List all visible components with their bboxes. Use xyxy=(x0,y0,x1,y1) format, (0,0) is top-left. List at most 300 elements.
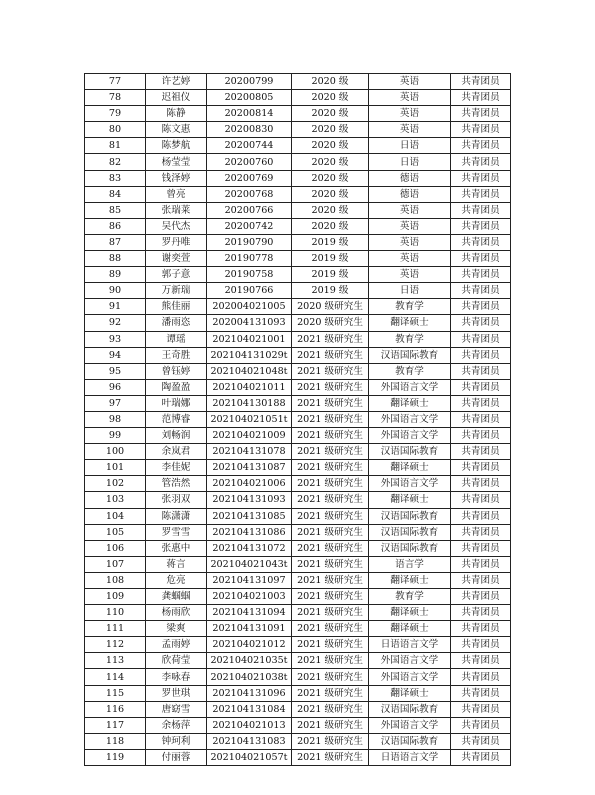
student-id-cell: 202104021001 xyxy=(207,331,292,347)
major-cell: 教育学 xyxy=(369,589,451,605)
grade-cell: 2021 级研究生 xyxy=(292,331,369,347)
political-status-cell: 共青团员 xyxy=(451,444,511,460)
political-status-cell: 共青团员 xyxy=(451,74,511,90)
major-cell: 外国语言文学 xyxy=(369,717,451,733)
student-id-cell: 202104021011 xyxy=(207,379,292,395)
name-cell: 潘雨恣 xyxy=(146,315,207,331)
student-id-cell: 20200769 xyxy=(207,170,292,186)
political-status-cell: 共青团员 xyxy=(451,106,511,122)
grade-cell: 2021 级研究生 xyxy=(292,733,369,749)
table-row xyxy=(85,411,511,427)
student-id-cell: 202104021003 xyxy=(207,589,292,605)
table-row xyxy=(85,669,511,685)
political-status-cell: 共青团员 xyxy=(451,267,511,283)
student-id-cell: 202104021048t xyxy=(207,363,292,379)
student-id-cell: 202104131029t xyxy=(207,347,292,363)
table-row xyxy=(85,283,511,299)
major-cell: 翻译硕士 xyxy=(369,572,451,588)
name-cell: 王奇胜 xyxy=(146,347,207,363)
political-status-cell: 共青团员 xyxy=(451,347,511,363)
grade-cell: 2021 级研究生 xyxy=(292,669,369,685)
table-row xyxy=(85,524,511,540)
table-row xyxy=(85,589,511,605)
political-status-cell: 共青团员 xyxy=(451,540,511,556)
major-cell: 翻译硕士 xyxy=(369,621,451,637)
major-cell: 教育学 xyxy=(369,331,451,347)
row-number-cell: 80 xyxy=(85,122,146,138)
student-id-cell: 202104021009 xyxy=(207,428,292,444)
political-status-cell: 共青团员 xyxy=(451,315,511,331)
political-status-cell: 共青团员 xyxy=(451,733,511,749)
row-number-cell: 89 xyxy=(85,267,146,283)
grade-cell: 2020 级 xyxy=(292,170,369,186)
political-status-cell: 共青团员 xyxy=(451,460,511,476)
student-id-cell: 202104131093 xyxy=(207,492,292,508)
grade-cell: 2020 级 xyxy=(292,186,369,202)
political-status-cell: 共青团员 xyxy=(451,379,511,395)
grade-cell: 2021 级研究生 xyxy=(292,556,369,572)
political-status-cell: 共青团员 xyxy=(451,589,511,605)
major-cell: 英语 xyxy=(369,234,451,250)
major-cell: 英语 xyxy=(369,90,451,106)
row-number-cell: 114 xyxy=(85,669,146,685)
political-status-cell: 共青团员 xyxy=(451,411,511,427)
name-cell: 付丽蓉 xyxy=(146,749,207,765)
table-row xyxy=(85,621,511,637)
table-row xyxy=(85,138,511,154)
major-cell: 日语 xyxy=(369,283,451,299)
political-status-cell: 共青团员 xyxy=(451,605,511,621)
row-number-cell: 98 xyxy=(85,411,146,427)
table-row xyxy=(85,106,511,122)
name-cell: 谭瑶 xyxy=(146,331,207,347)
major-cell: 英语 xyxy=(369,267,451,283)
political-status-cell: 共青团员 xyxy=(451,685,511,701)
row-number-cell: 79 xyxy=(85,106,146,122)
name-cell: 孟雨婷 xyxy=(146,637,207,653)
political-status-cell: 共青团员 xyxy=(451,395,511,411)
name-cell: 余杨萍 xyxy=(146,717,207,733)
table-row xyxy=(85,347,511,363)
name-cell: 谢奕萱 xyxy=(146,251,207,267)
row-number-cell: 113 xyxy=(85,653,146,669)
row-number-cell: 115 xyxy=(85,685,146,701)
name-cell: 郭子意 xyxy=(146,267,207,283)
row-number-cell: 85 xyxy=(85,202,146,218)
grade-cell: 2020 级研究生 xyxy=(292,315,369,331)
political-status-cell: 共青团员 xyxy=(451,90,511,106)
student-id-cell: 20200760 xyxy=(207,154,292,170)
student-id-cell: 202104131091 xyxy=(207,621,292,637)
row-number-cell: 83 xyxy=(85,170,146,186)
student-id-cell: 202104131083 xyxy=(207,733,292,749)
major-cell: 翻译硕士 xyxy=(369,460,451,476)
table-row xyxy=(85,331,511,347)
table-row xyxy=(85,749,511,765)
major-cell: 汉语国际教育 xyxy=(369,508,451,524)
student-id-cell: 202104131085 xyxy=(207,508,292,524)
grade-cell: 2021 级研究生 xyxy=(292,572,369,588)
political-status-cell: 共青团员 xyxy=(451,556,511,572)
table-row xyxy=(85,363,511,379)
table-row xyxy=(85,379,511,395)
major-cell: 英语 xyxy=(369,122,451,138)
name-cell: 陶盈盈 xyxy=(146,379,207,395)
grade-cell: 2019 级 xyxy=(292,267,369,283)
name-cell: 余岚君 xyxy=(146,444,207,460)
table-row xyxy=(85,605,511,621)
table-row xyxy=(85,492,511,508)
student-id-cell: 202004021005 xyxy=(207,299,292,315)
student-id-cell: 20190790 xyxy=(207,234,292,250)
name-cell: 唐窈雪 xyxy=(146,701,207,717)
row-number-cell: 95 xyxy=(85,363,146,379)
major-cell: 汉语国际教育 xyxy=(369,540,451,556)
grade-cell: 2020 级 xyxy=(292,202,369,218)
major-cell: 汉语国际教育 xyxy=(369,347,451,363)
name-cell: 危亮 xyxy=(146,572,207,588)
grade-cell: 2021 级研究生 xyxy=(292,347,369,363)
table-row xyxy=(85,122,511,138)
grade-cell: 2020 级 xyxy=(292,90,369,106)
political-status-cell: 共青团员 xyxy=(451,653,511,669)
row-number-cell: 91 xyxy=(85,299,146,315)
student-id-cell: 202104131084 xyxy=(207,701,292,717)
grade-cell: 2021 级研究生 xyxy=(292,749,369,765)
student-id-cell: 20200799 xyxy=(207,74,292,90)
student-id-cell: 20200742 xyxy=(207,218,292,234)
table-row xyxy=(85,395,511,411)
political-status-cell: 共青团员 xyxy=(451,749,511,765)
name-cell: 许艺婷 xyxy=(146,74,207,90)
grade-cell: 2021 级研究生 xyxy=(292,653,369,669)
political-status-cell: 共青团员 xyxy=(451,524,511,540)
grade-cell: 2020 级 xyxy=(292,154,369,170)
major-cell: 翻译硕士 xyxy=(369,492,451,508)
major-cell: 翻译硕士 xyxy=(369,605,451,621)
row-number-cell: 93 xyxy=(85,331,146,347)
table-row xyxy=(85,508,511,524)
table-row xyxy=(85,74,511,90)
grade-cell: 2021 级研究生 xyxy=(292,492,369,508)
grade-cell: 2020 级 xyxy=(292,122,369,138)
major-cell: 外国语言文学 xyxy=(369,476,451,492)
name-cell: 张惠中 xyxy=(146,540,207,556)
table-row xyxy=(85,460,511,476)
grade-cell: 2021 级研究生 xyxy=(292,540,369,556)
student-id-cell: 202104021012 xyxy=(207,637,292,653)
student-id-cell: 202104131072 xyxy=(207,540,292,556)
name-cell: 熊佳丽 xyxy=(146,299,207,315)
name-cell: 吴代杰 xyxy=(146,218,207,234)
major-cell: 日语语言文学 xyxy=(369,637,451,653)
student-id-cell: 20200766 xyxy=(207,202,292,218)
major-cell: 日语 xyxy=(369,138,451,154)
table-row xyxy=(85,154,511,170)
grade-cell: 2021 级研究生 xyxy=(292,379,369,395)
row-number-cell: 81 xyxy=(85,138,146,154)
name-cell: 曾钰婷 xyxy=(146,363,207,379)
political-status-cell: 共青团员 xyxy=(451,299,511,315)
row-number-cell: 118 xyxy=(85,733,146,749)
student-id-cell: 20200830 xyxy=(207,122,292,138)
student-id-cell: 202104131094 xyxy=(207,605,292,621)
row-number-cell: 107 xyxy=(85,556,146,572)
grade-cell: 2020 级 xyxy=(292,106,369,122)
row-number-cell: 90 xyxy=(85,283,146,299)
table-row xyxy=(85,234,511,250)
major-cell: 德语 xyxy=(369,186,451,202)
grade-cell: 2021 级研究生 xyxy=(292,476,369,492)
political-status-cell: 共青团员 xyxy=(451,138,511,154)
major-cell: 英语 xyxy=(369,106,451,122)
member-table xyxy=(84,73,511,766)
name-cell: 张羽双 xyxy=(146,492,207,508)
name-cell: 龚蝈蝈 xyxy=(146,589,207,605)
row-number-cell: 102 xyxy=(85,476,146,492)
name-cell: 陈静 xyxy=(146,106,207,122)
grade-cell: 2020 级 xyxy=(292,138,369,154)
row-number-cell: 109 xyxy=(85,589,146,605)
grade-cell: 2020 级研究生 xyxy=(292,299,369,315)
political-status-cell: 共青团员 xyxy=(451,186,511,202)
major-cell: 英语 xyxy=(369,74,451,90)
name-cell: 欣荷莹 xyxy=(146,653,207,669)
name-cell: 曾亮 xyxy=(146,186,207,202)
grade-cell: 2021 级研究生 xyxy=(292,460,369,476)
grade-cell: 2021 级研究生 xyxy=(292,444,369,460)
political-status-cell: 共青团员 xyxy=(451,251,511,267)
table-row xyxy=(85,428,511,444)
name-cell: 罗雪雪 xyxy=(146,524,207,540)
political-status-cell: 共青团员 xyxy=(451,202,511,218)
row-number-cell: 86 xyxy=(85,218,146,234)
grade-cell: 2021 级研究生 xyxy=(292,621,369,637)
student-id-cell: 202104131096 xyxy=(207,685,292,701)
major-cell: 英语 xyxy=(369,202,451,218)
row-number-cell: 112 xyxy=(85,637,146,653)
political-status-cell: 共青团员 xyxy=(451,508,511,524)
political-status-cell: 共青团员 xyxy=(451,331,511,347)
student-id-cell: 20200768 xyxy=(207,186,292,202)
student-id-cell: 20200744 xyxy=(207,138,292,154)
row-number-cell: 84 xyxy=(85,186,146,202)
major-cell: 英语 xyxy=(369,218,451,234)
student-id-cell: 202104021035t xyxy=(207,653,292,669)
name-cell: 范博睿 xyxy=(146,411,207,427)
table-row xyxy=(85,476,511,492)
name-cell: 陈潇潇 xyxy=(146,508,207,524)
row-number-cell: 77 xyxy=(85,74,146,90)
student-id-cell: 202104131097 xyxy=(207,572,292,588)
table-row xyxy=(85,653,511,669)
name-cell: 钟珂利 xyxy=(146,733,207,749)
grade-cell: 2019 级 xyxy=(292,283,369,299)
table-row xyxy=(85,202,511,218)
table-row xyxy=(85,540,511,556)
grade-cell: 2021 级研究生 xyxy=(292,589,369,605)
student-id-cell: 202104131087 xyxy=(207,460,292,476)
table-row xyxy=(85,299,511,315)
table-row xyxy=(85,733,511,749)
table-row xyxy=(85,556,511,572)
major-cell: 翻译硕士 xyxy=(369,395,451,411)
name-cell: 万新瑞 xyxy=(146,283,207,299)
political-status-cell: 共青团员 xyxy=(451,669,511,685)
row-number-cell: 87 xyxy=(85,234,146,250)
name-cell: 李佳妮 xyxy=(146,460,207,476)
political-status-cell: 共青团员 xyxy=(451,218,511,234)
name-cell: 管浩然 xyxy=(146,476,207,492)
table-row xyxy=(85,444,511,460)
row-number-cell: 88 xyxy=(85,251,146,267)
political-status-cell: 共青团员 xyxy=(451,122,511,138)
grade-cell: 2019 级 xyxy=(292,234,369,250)
major-cell: 外国语言文学 xyxy=(369,428,451,444)
row-number-cell: 106 xyxy=(85,540,146,556)
major-cell: 英语 xyxy=(369,251,451,267)
student-id-cell: 202004131093 xyxy=(207,315,292,331)
row-number-cell: 111 xyxy=(85,621,146,637)
table-row xyxy=(85,701,511,717)
table-row xyxy=(85,170,511,186)
political-status-cell: 共青团员 xyxy=(451,234,511,250)
major-cell: 德语 xyxy=(369,170,451,186)
grade-cell: 2021 级研究生 xyxy=(292,411,369,427)
student-id-cell: 202104021006 xyxy=(207,476,292,492)
table-row xyxy=(85,572,511,588)
table-row xyxy=(85,186,511,202)
name-cell: 钱泽婷 xyxy=(146,170,207,186)
row-number-cell: 101 xyxy=(85,460,146,476)
row-number-cell: 99 xyxy=(85,428,146,444)
grade-cell: 2021 级研究生 xyxy=(292,701,369,717)
major-cell: 汉语国际教育 xyxy=(369,444,451,460)
major-cell: 汉语国际教育 xyxy=(369,733,451,749)
student-id-cell: 202104130188 xyxy=(207,395,292,411)
student-id-cell: 20190766 xyxy=(207,283,292,299)
name-cell: 蒋言 xyxy=(146,556,207,572)
student-id-cell: 20200814 xyxy=(207,106,292,122)
student-id-cell: 202104021038t xyxy=(207,669,292,685)
major-cell: 翻译硕士 xyxy=(369,315,451,331)
name-cell: 刘畅润 xyxy=(146,428,207,444)
row-number-cell: 82 xyxy=(85,154,146,170)
major-cell: 语言学 xyxy=(369,556,451,572)
row-number-cell: 78 xyxy=(85,90,146,106)
student-id-cell: 202104021013 xyxy=(207,717,292,733)
student-id-cell: 202104021057t xyxy=(207,749,292,765)
grade-cell: 2021 级研究生 xyxy=(292,605,369,621)
student-id-cell: 202104131086 xyxy=(207,524,292,540)
grade-cell: 2021 级研究生 xyxy=(292,524,369,540)
major-cell: 外国语言文学 xyxy=(369,379,451,395)
student-id-cell: 202104131078 xyxy=(207,444,292,460)
name-cell: 梁爽 xyxy=(146,621,207,637)
row-number-cell: 96 xyxy=(85,379,146,395)
student-id-cell: 202104021051t xyxy=(207,411,292,427)
political-status-cell: 共青团员 xyxy=(451,701,511,717)
political-status-cell: 共青团员 xyxy=(451,283,511,299)
student-id-cell: 20200805 xyxy=(207,90,292,106)
table-row xyxy=(85,637,511,653)
table-row xyxy=(85,685,511,701)
row-number-cell: 94 xyxy=(85,347,146,363)
name-cell: 罗丹唯 xyxy=(146,234,207,250)
row-number-cell: 100 xyxy=(85,444,146,460)
major-cell: 日语语言文学 xyxy=(369,749,451,765)
name-cell: 叶瑞娜 xyxy=(146,395,207,411)
political-status-cell: 共青团员 xyxy=(451,428,511,444)
grade-cell: 2019 级 xyxy=(292,251,369,267)
political-status-cell: 共青团员 xyxy=(451,170,511,186)
grade-cell: 2021 级研究生 xyxy=(292,717,369,733)
table-row xyxy=(85,267,511,283)
student-id-cell: 202104021043t xyxy=(207,556,292,572)
student-id-cell: 20190778 xyxy=(207,251,292,267)
major-cell: 汉语国际教育 xyxy=(369,524,451,540)
political-status-cell: 共青团员 xyxy=(451,717,511,733)
table-row xyxy=(85,315,511,331)
table-row xyxy=(85,218,511,234)
grade-cell: 2021 级研究生 xyxy=(292,428,369,444)
major-cell: 教育学 xyxy=(369,363,451,379)
row-number-cell: 97 xyxy=(85,395,146,411)
grade-cell: 2021 级研究生 xyxy=(292,363,369,379)
row-number-cell: 108 xyxy=(85,572,146,588)
name-cell: 杨雨欣 xyxy=(146,605,207,621)
grade-cell: 2020 级 xyxy=(292,74,369,90)
major-cell: 外国语言文学 xyxy=(369,411,451,427)
name-cell: 陈梦航 xyxy=(146,138,207,154)
row-number-cell: 92 xyxy=(85,315,146,331)
major-cell: 外国语言文学 xyxy=(369,669,451,685)
grade-cell: 2021 级研究生 xyxy=(292,395,369,411)
political-status-cell: 共青团员 xyxy=(451,637,511,653)
grade-cell: 2021 级研究生 xyxy=(292,637,369,653)
member-table-body xyxy=(85,74,511,766)
name-cell: 李咏春 xyxy=(146,669,207,685)
political-status-cell: 共青团员 xyxy=(451,154,511,170)
name-cell: 迟祖仪 xyxy=(146,90,207,106)
major-cell: 外国语言文学 xyxy=(369,653,451,669)
table-row xyxy=(85,717,511,733)
major-cell: 日语 xyxy=(369,154,451,170)
student-id-cell: 20190758 xyxy=(207,267,292,283)
grade-cell: 2020 级 xyxy=(292,218,369,234)
grade-cell: 2021 级研究生 xyxy=(292,685,369,701)
name-cell: 陈文惠 xyxy=(146,122,207,138)
table-row xyxy=(85,90,511,106)
table-row xyxy=(85,251,511,267)
row-number-cell: 103 xyxy=(85,492,146,508)
grade-cell: 2021 级研究生 xyxy=(292,508,369,524)
major-cell: 汉语国际教育 xyxy=(369,701,451,717)
political-status-cell: 共青团员 xyxy=(451,572,511,588)
political-status-cell: 共青团员 xyxy=(451,476,511,492)
row-number-cell: 117 xyxy=(85,717,146,733)
major-cell: 教育学 xyxy=(369,299,451,315)
row-number-cell: 119 xyxy=(85,749,146,765)
political-status-cell: 共青团员 xyxy=(451,492,511,508)
row-number-cell: 110 xyxy=(85,605,146,621)
row-number-cell: 105 xyxy=(85,524,146,540)
political-status-cell: 共青团员 xyxy=(451,621,511,637)
political-status-cell: 共青团员 xyxy=(451,363,511,379)
row-number-cell: 104 xyxy=(85,508,146,524)
row-number-cell: 116 xyxy=(85,701,146,717)
name-cell: 罗世琪 xyxy=(146,685,207,701)
